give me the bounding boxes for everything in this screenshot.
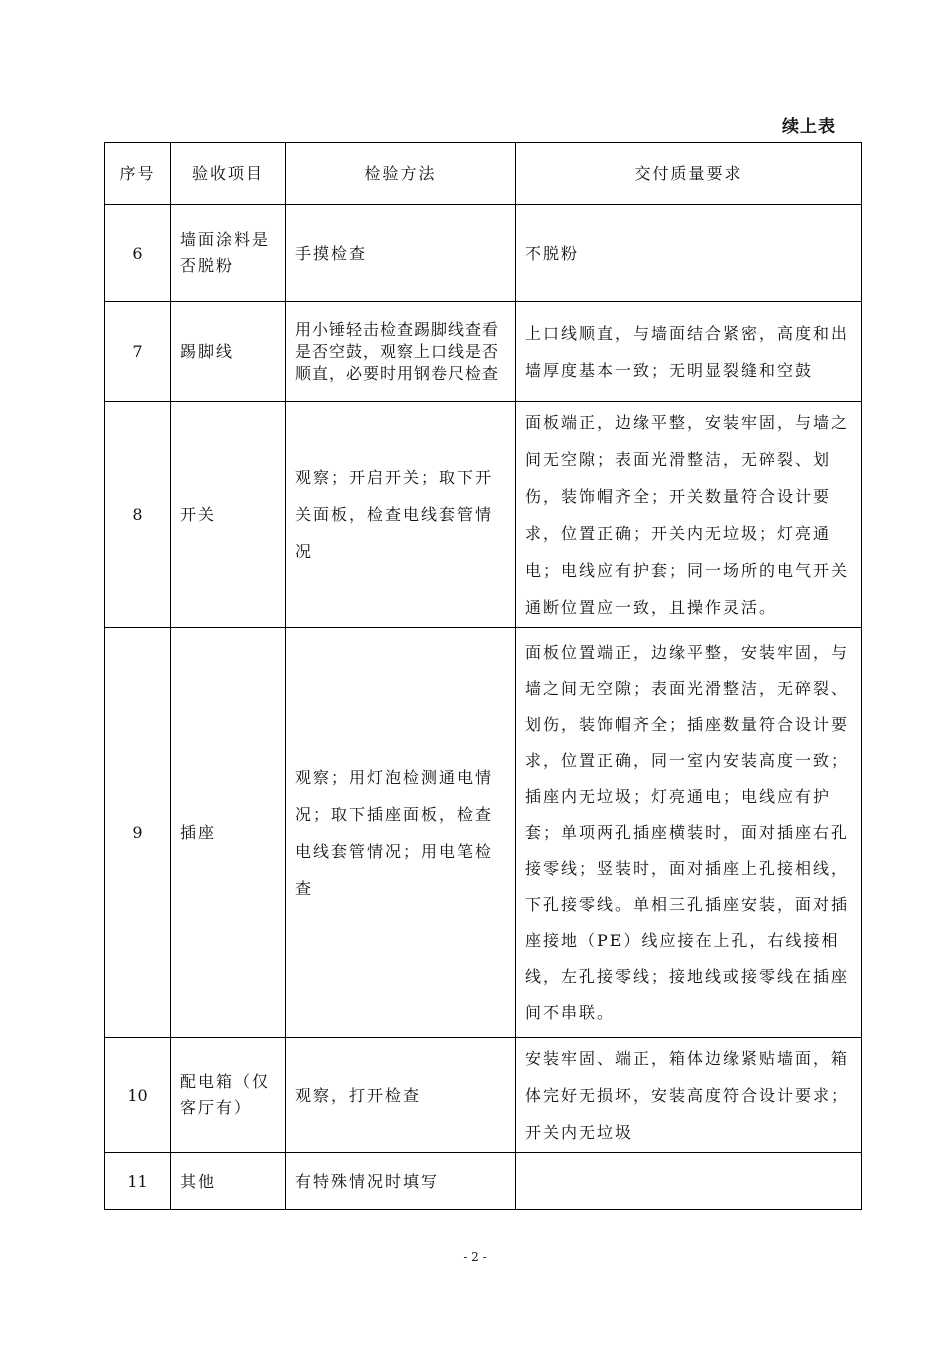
table-row xyxy=(105,402,862,628)
row-requirement: 不脱粉 xyxy=(516,205,862,302)
header-method: 检验方法 xyxy=(286,143,516,205)
table-row xyxy=(105,628,862,1038)
row-requirement: 面板位置端正，边缘平整，安装牢固，与墙之间无空隙；表面光滑整洁，无碎裂、划伤，装饰帽齐全；插座数量符合设计要求，位置正确，同一室内安装高度一致；插座内无垃圾；灯亮通电；电线应有护套；单项两孔插座横装时，面对插座右孔接零线；竖装时，面对插座上孔接相线，下孔接零线。单相三孔插座安装，面对插座接地（PE）线应接在上孔，右线接相线，左孔接零线；接地线或接零线在插座间不串联。 xyxy=(516,628,862,1038)
row-num: 9 xyxy=(105,628,171,1038)
header-item: 验收项目 xyxy=(171,143,286,205)
continued-label: 续上表 xyxy=(782,117,836,137)
row-num: 6 xyxy=(105,205,171,302)
header-requirement: 交付质量要求 xyxy=(516,143,862,205)
row-item: 墙面涂料是否脱粉 xyxy=(171,205,286,302)
table-row xyxy=(105,1153,862,1210)
row-method: 有特殊情况时填写 xyxy=(286,1153,516,1210)
row-item: 开关 xyxy=(171,402,286,628)
table-row xyxy=(105,302,862,402)
row-num: 11 xyxy=(105,1153,171,1210)
row-item: 踢脚线 xyxy=(171,302,286,402)
row-requirement: 上口线顺直，与墙面结合紧密，高度和出墙厚度基本一致；无明显裂缝和空鼓 xyxy=(516,302,862,402)
row-requirement xyxy=(516,1153,862,1210)
row-method: 观察；用灯泡检测通电情况；取下插座面板，检查电线套管情况；用电笔检查 xyxy=(286,628,516,1038)
table-header-row xyxy=(105,143,862,205)
table-row xyxy=(105,205,862,302)
row-method: 手摸检查 xyxy=(286,205,516,302)
row-method: 观察，打开检查 xyxy=(286,1038,516,1153)
page-number: - 2 - xyxy=(463,1250,487,1264)
row-requirement: 面板端正，边缘平整，安装牢固，与墙之间无空隙；表面光滑整洁，无碎裂、划伤，装饰帽齐全；开关数量符合设计要求，位置正确；开关内无垃圾；灯亮通电；电线应有护套；同一场所的电气开关通断位置应一致，且操作灵活。 xyxy=(516,402,862,628)
row-method: 用小锤轻击检查踢脚线查看是否空鼓，观察上口线是否顺直，必要时用钢卷尺检查 xyxy=(286,302,516,402)
row-num: 8 xyxy=(105,402,171,628)
row-method: 观察；开启开关；取下开关面板，检查电线套管情况 xyxy=(286,402,516,628)
row-requirement: 安装牢固、端正，箱体边缘紧贴墙面，箱体完好无损坏，安装高度符合设计要求；开关内无垃圾 xyxy=(516,1038,862,1153)
row-num: 7 xyxy=(105,302,171,402)
row-item: 配电箱（仅客厅有） xyxy=(171,1038,286,1153)
row-item: 其他 xyxy=(171,1153,286,1210)
row-num: 10 xyxy=(105,1038,171,1153)
header-num: 序号 xyxy=(105,143,171,205)
row-item: 插座 xyxy=(171,628,286,1038)
acceptance-table xyxy=(104,142,862,1210)
table-row xyxy=(105,1038,862,1153)
